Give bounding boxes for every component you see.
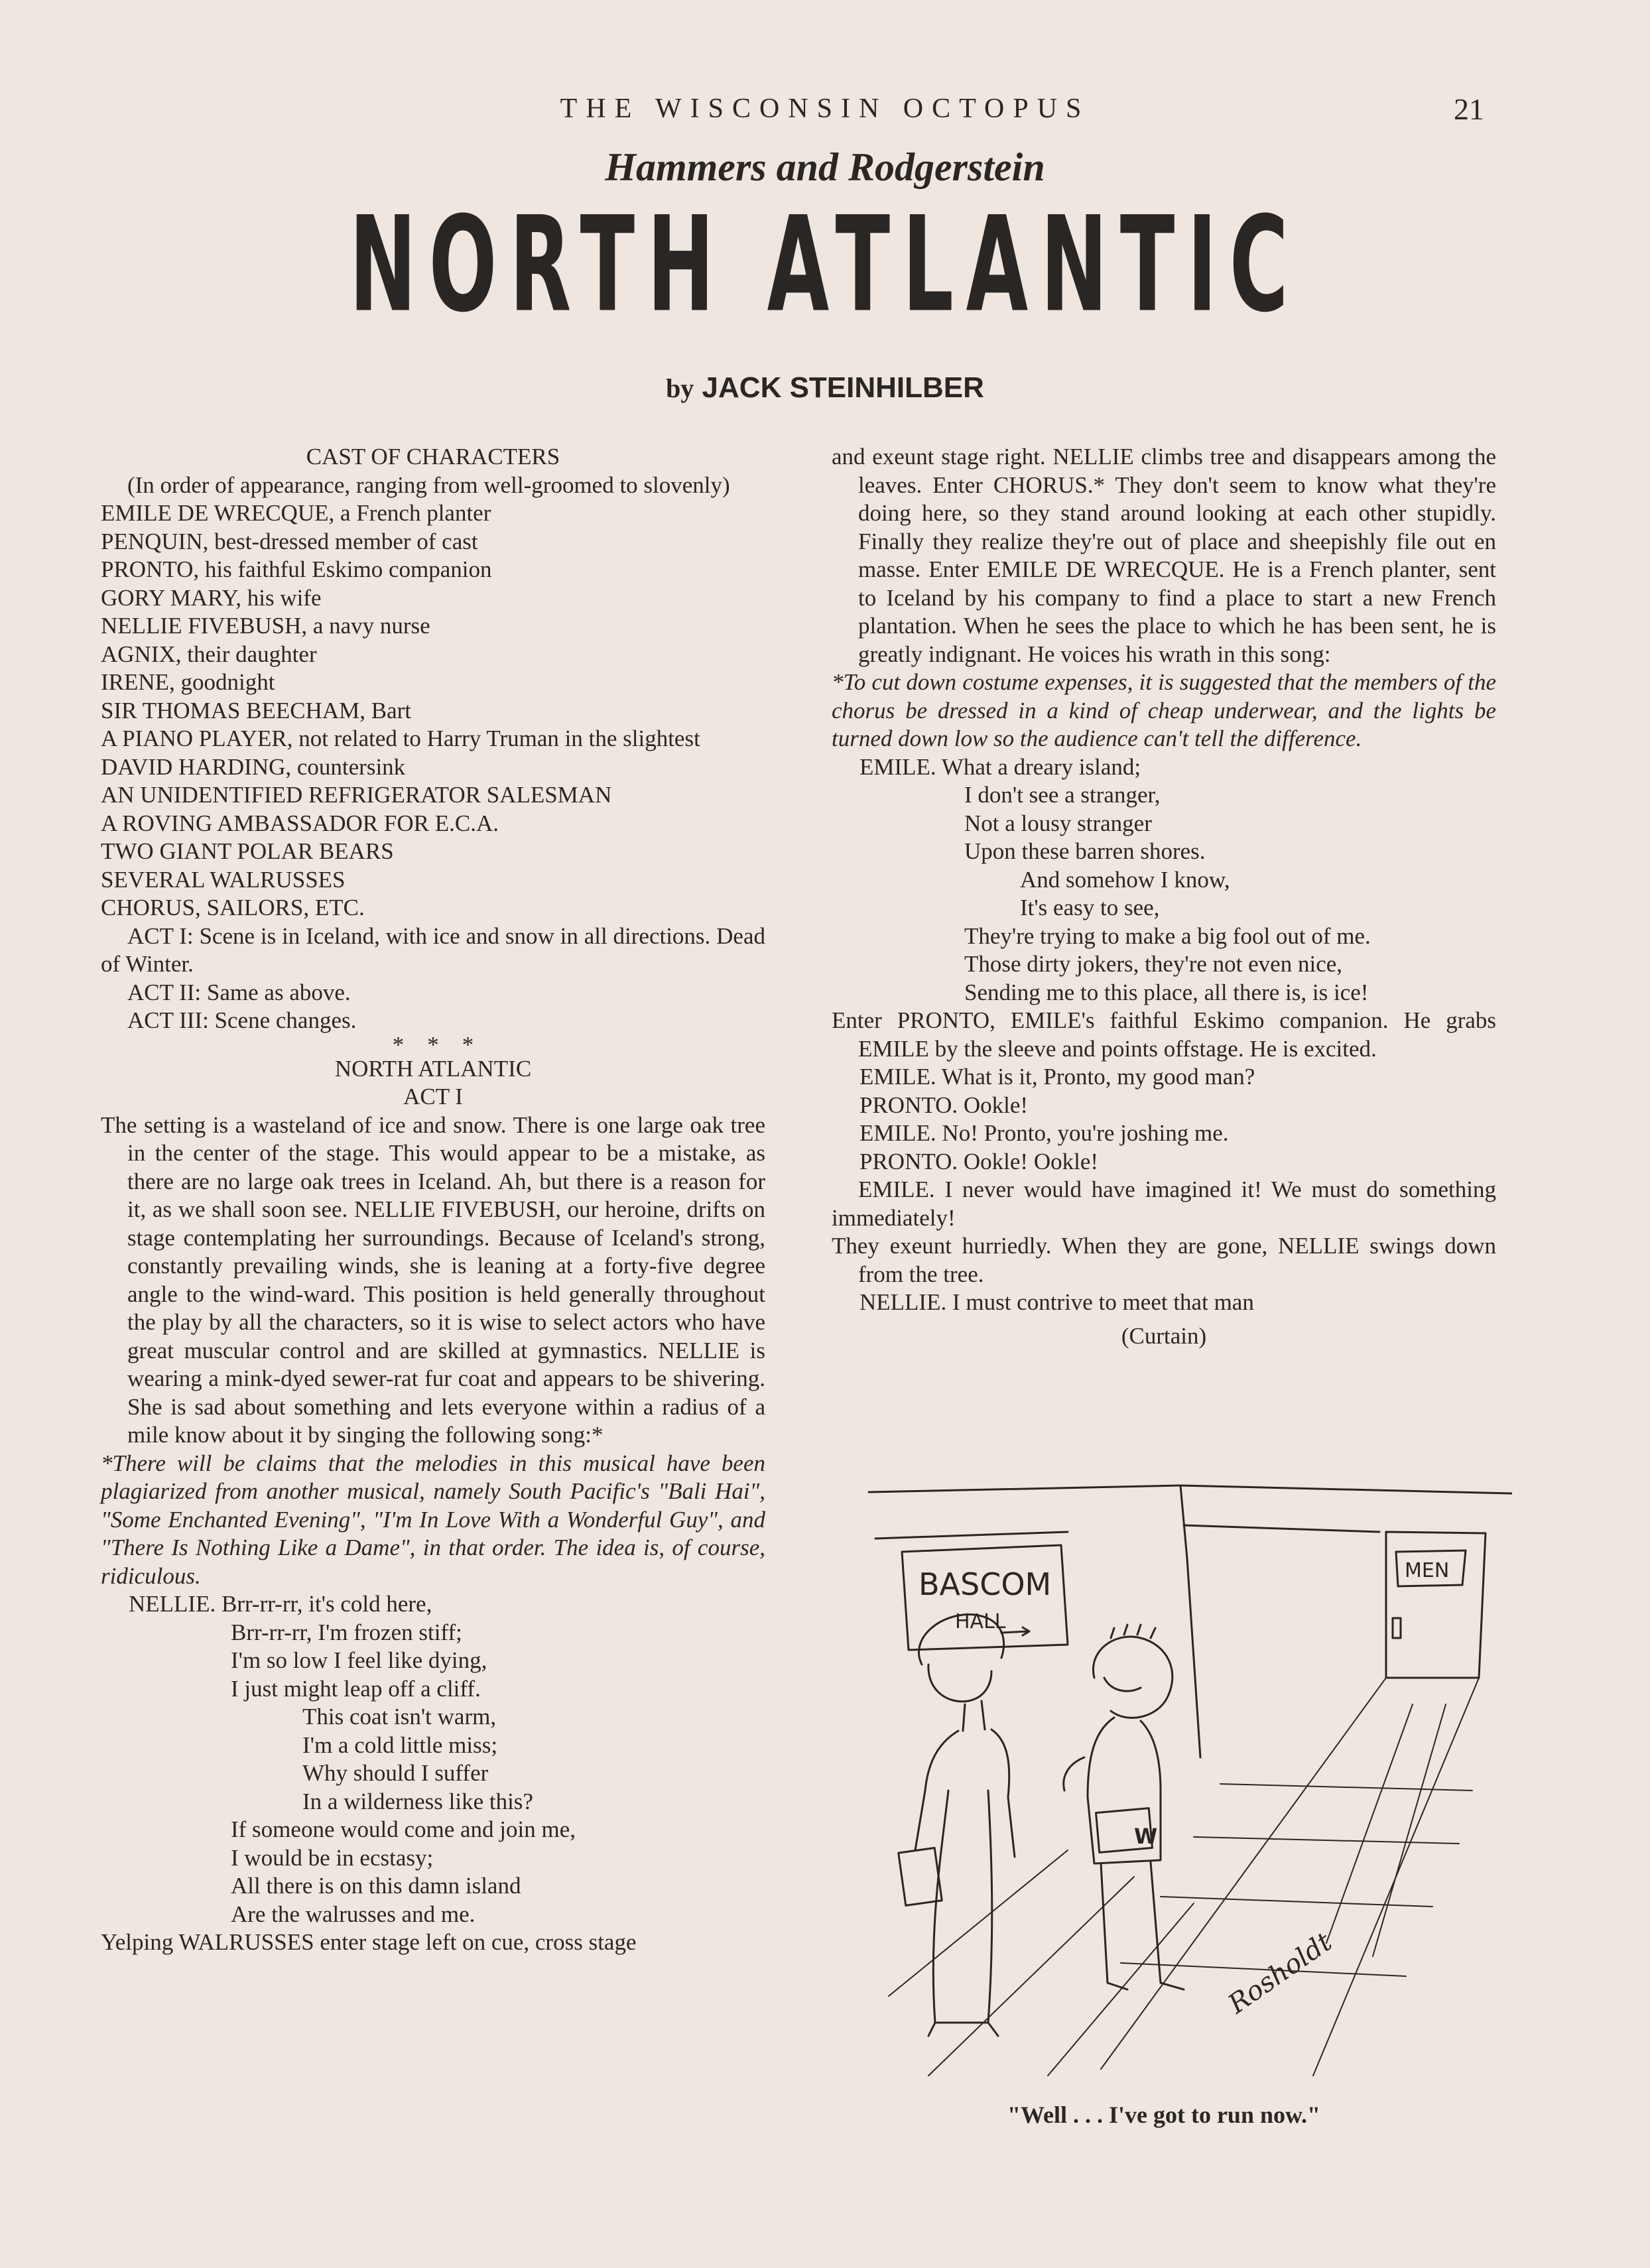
cast-item: GORY MARY, his wife [101, 584, 322, 611]
stage-direction: They exeunt hurriedly. When they are gone, NELLIE swings down from the tree. [832, 1233, 1496, 1287]
song-line-text: Brr-rr-rr, it's cold here, [221, 1591, 432, 1617]
cast-item: IRENE, goodnight [101, 669, 275, 695]
footnote: *There will be claims that the melodies in this musical have been plagiarized from another musical, namely South Pacific's "Bali Hai", "Some Enchanted Evening", "I'm In Love With a Wonderful Guy", and "There Is Nothing Like a Dame", in that order. The idea is, of course, ridiculous. [101, 1450, 765, 1589]
play-title: NORTH ATLANTIC [334, 1055, 532, 1082]
song-line: I don't see a stranger, [964, 782, 1161, 808]
page-number: 21 [1454, 92, 1484, 126]
dialogue-line: PRONTO. Ookle! [859, 1092, 1029, 1118]
song-line: Those dirty jokers, they're not even nice, [964, 951, 1343, 977]
section-stars: * * * [392, 1031, 474, 1058]
byline-prefix: by [666, 373, 694, 403]
song-line: It's easy to see, [1020, 895, 1160, 920]
dialogue-line: EMILE. I never would have imagined it! We must do something immediately! [832, 1176, 1496, 1231]
door-text-men: MEN [1405, 1559, 1450, 1582]
cartoon-caption: "Well . . . I've got to run now." [1007, 2102, 1320, 2128]
cast-item: A PIANO PLAYER, not related to Harry Truman in the slightest [101, 725, 700, 751]
dialogue-line: EMILE. What is it, Pronto, my good man? [859, 1064, 1255, 1090]
cast-item: AGNIX, their daughter [101, 641, 317, 667]
song-line [101, 1590, 765, 1619]
setting-paragraph: The setting is a wasteland of ice and snow. There is one large oak tree in the center of the stage. This would appear to be a mistake, as there are no large oak trees in Iceland. Ah, but there is a reason for it, as we shall soon see. NELLIE FIVEBUSH, our heroine, drifts on stage contemplating her surroundings. Because of Iceland's strong, constantly prevailing winds, she is leaning at a forty-five degree angle to the wind-ward. This position is held generally throughout the play by all the characters, so it is wise to select actors who have great muscular control and are skilled at gymnastics. NELLIE is wearing a mink-dyed sewer-rat fur coat and appears to be shivering. She is sad about something and lets everyone within a radius of a mile know about it by singing the following song:* [101, 1111, 765, 1448]
floor-tiles [889, 1678, 1479, 2076]
left-column [101, 443, 765, 1957]
stage-direction: Enter PRONTO, EMILE's faithful Eskimo companion. He grabs EMILE by the sleeve and points offstage. He is excited. [832, 1007, 1496, 1062]
sweater-letter: W [1134, 1824, 1158, 1849]
act-description: ACT II: Same as above. [127, 979, 351, 1005]
cast-item: CHORUS, SAILORS, ETC. [101, 895, 365, 920]
song-line: I'm so low I feel like dying, [231, 1647, 487, 1673]
right-column [832, 443, 1496, 1350]
cast-item: SEVERAL WALRUSSES [101, 866, 346, 893]
act-heading: ACT I [403, 1084, 463, 1109]
cast-item: AN UNIDENTIFIED REFRIGERATOR SALESMAN [101, 782, 612, 808]
song-line: All there is on this damn island [231, 1873, 521, 1899]
song-line: And somehow I know, [1020, 866, 1230, 893]
men-door [1386, 1532, 1486, 1678]
article-subtitle: Hammers and Rodgerstein [605, 145, 1045, 189]
byline [0, 371, 1650, 405]
dialogue-line: NELLIE. I must contrive to meet that man [859, 1289, 1254, 1315]
dialogue-line: EMILE. No! Pronto, you're joshing me. [859, 1120, 1229, 1146]
song-line: In a wilderness like this? [302, 1788, 533, 1814]
song-line: Brr-rr-rr, I'm frozen stiff; [231, 1619, 462, 1645]
stage-direction: Yelping WALRUSSES enter stage left on cue, cross stage [101, 1929, 637, 1955]
cast-heading: CAST OF CHARACTERS [306, 444, 560, 470]
cast-item: A ROVING AMBASSADOR FOR E.C.A. [101, 810, 499, 836]
cast-item: SIR THOMAS BEECHAM, Bart [101, 697, 412, 724]
song-line: Not a lousy stranger [964, 810, 1152, 836]
song-line: I would be in ecstasy; [231, 1844, 434, 1871]
song-line: If someone would come and join me, [231, 1816, 576, 1842]
stage-direction: and exeunt stage right. NELLIE climbs tree and disappears among the leaves. Enter CHORUS.* They don't seem to know what they're doing here, so they stand around looking at each other stupidly. Finally they realize they're out of place and sheepishly file out en masse. Enter EMILE DE WRECQUE. He is a French planter, sent to Iceland by his company to find a place to start a new French plantation. When he sees the place to which he has been sent, he is greatly indignant. He voices his wrath in this song: [832, 444, 1496, 667]
student-figure [1064, 1625, 1184, 1989]
dialogue-line: PRONTO. Ookle! Ookle! [859, 1148, 1099, 1174]
cast-item: NELLIE FIVEBUSH, a navy nurse [101, 613, 430, 639]
act-description: ACT I: Scene is in Iceland, with ice and snow in all directions. Dead of Winter. [101, 922, 765, 977]
cast-item: PRONTO, his faithful Eskimo companion [101, 556, 492, 582]
author-name: JACK STEINHILBER [702, 371, 984, 404]
woman-figure [899, 1615, 1015, 2036]
cast-item: TWO GIANT POLAR BEARS [101, 838, 394, 864]
article-title: NORTH ATLANTIC [349, 188, 1301, 342]
song-speaker: NELLIE. [129, 1591, 216, 1617]
cast-note: (In order of appearance, ranging from well-groomed to slovenly) [127, 472, 730, 498]
footnote: *To cut down costume expenses, it is suggested that the members of the chorus be dressed in a kind of cheap underwear, and the lights be turned down low so the audience can't tell the difference. [832, 669, 1496, 751]
song-line: Sending me to this place, all there is, is ice! [964, 979, 1369, 1005]
bascom-hall-sign [902, 1545, 1068, 1650]
act-description: ACT III: Scene changes. [127, 1007, 357, 1033]
song-line: Why should I suffer [302, 1760, 489, 1786]
song-line [832, 753, 1496, 782]
song-line-text: What a dreary island; [941, 753, 1141, 780]
song-line: I just might leap off a cliff. [231, 1675, 481, 1702]
song-line: They're trying to make a big fool out of me. [964, 922, 1371, 949]
song-line: Are the walrusses and me. [231, 1901, 476, 1927]
cartoon-illustration [849, 1479, 1512, 2096]
cast-item: PENQUIN, best-dressed member of cast [101, 528, 478, 554]
song-line: This coat isn't warm, [302, 1704, 497, 1730]
song-line: Upon these barren shores. [964, 838, 1206, 864]
cast-item: EMILE DE WRECQUE, a French planter [101, 500, 491, 526]
song-line: I'm a cold little miss; [302, 1732, 498, 1758]
cast-item: DAVID HARDING, countersink [101, 753, 406, 780]
curtain-note: (Curtain) [1121, 1322, 1207, 1349]
sign-text-hall: HALL [955, 1610, 1006, 1633]
artist-signature: Rosholdt [1222, 1926, 1338, 2020]
sign-text-bascom: BASCOM [919, 1566, 1052, 1602]
running-title: THE WISCONSIN OCTOPUS [560, 94, 1090, 124]
song-speaker: EMILE. [859, 753, 936, 780]
